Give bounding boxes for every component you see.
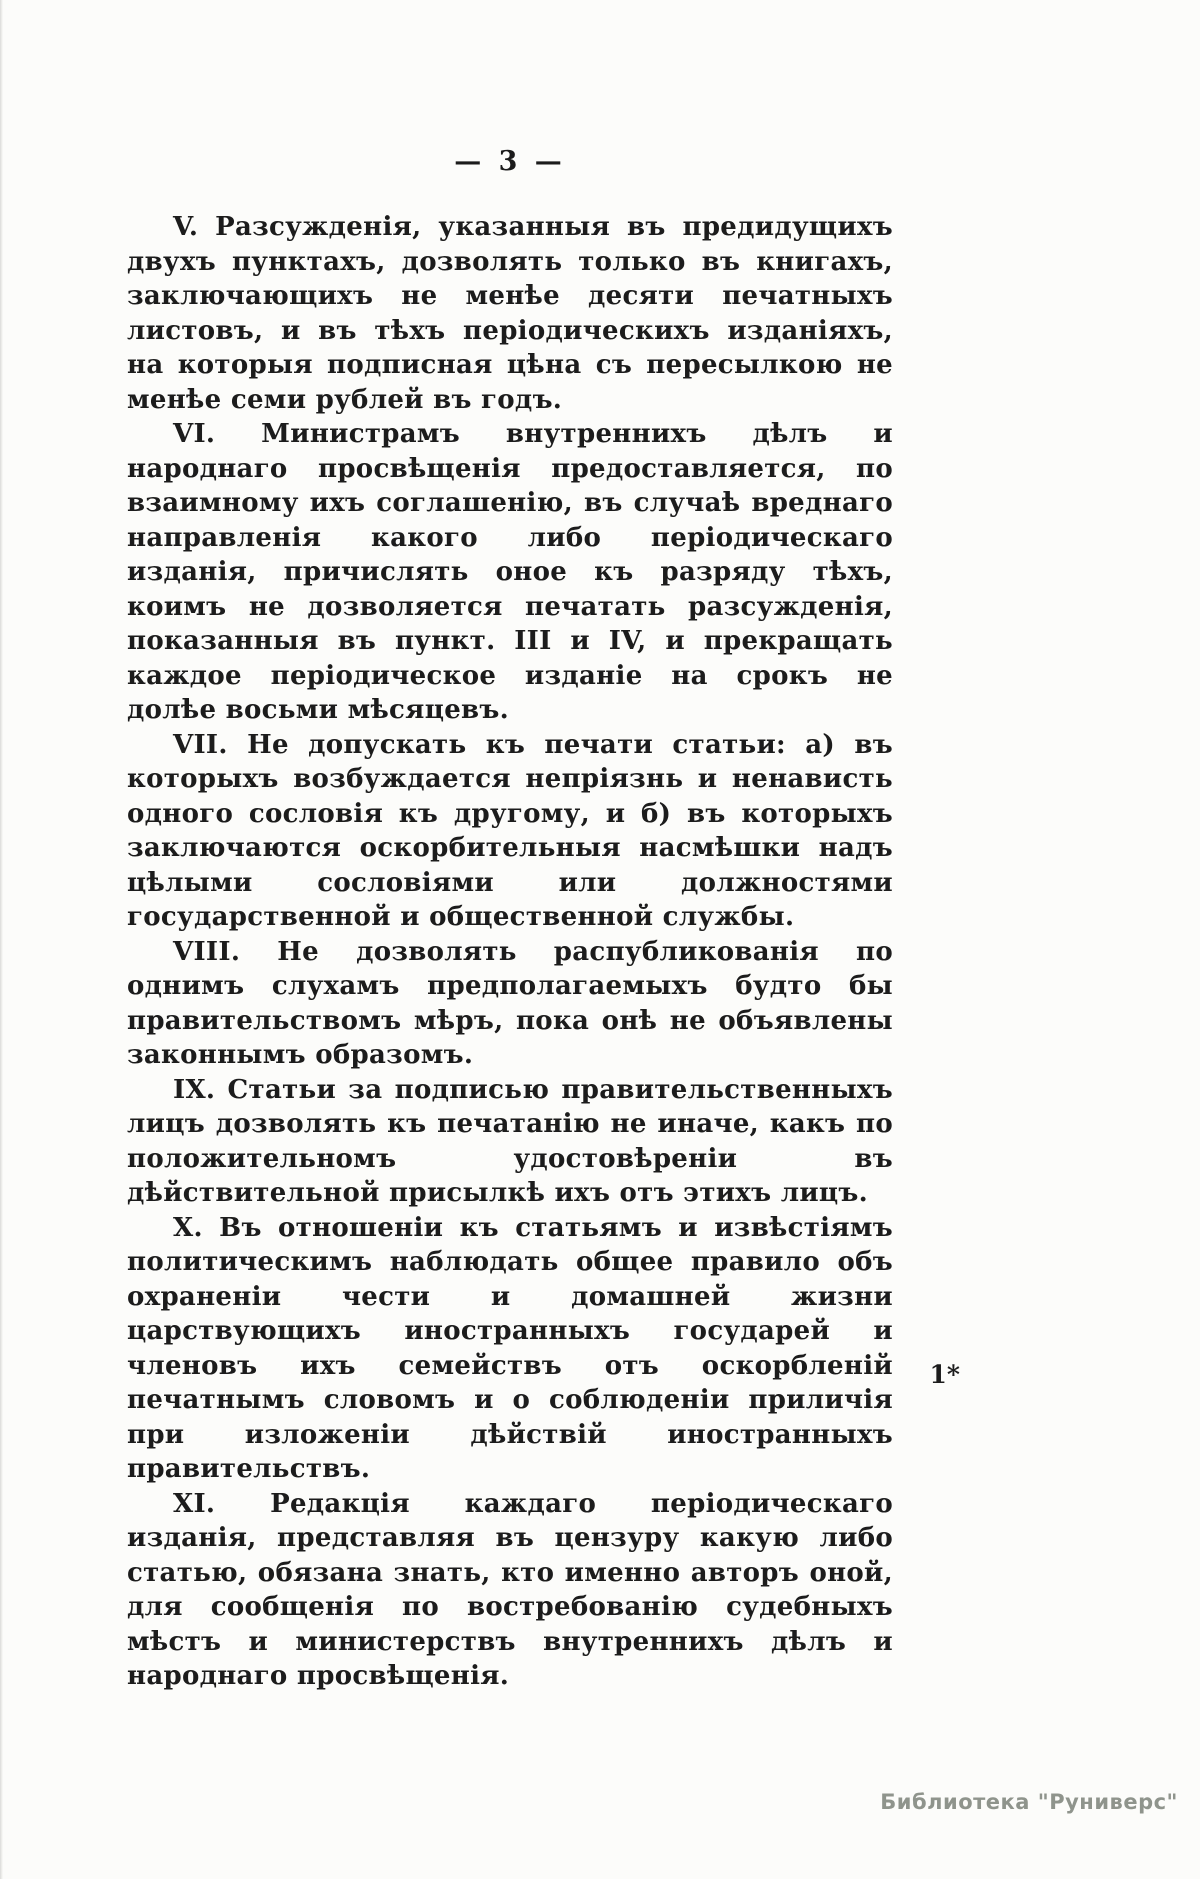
page-number: — 3 — <box>454 146 566 177</box>
paragraph-item-ix: IX. Статьи за подписью правительственныхъ лицъ дозволять къ печатанію не иначе, какъ по положительномъ удостовѣреніи въ дѣйствительной присылкѣ ихъ отъ этихъ лицъ. <box>127 1074 893 1208</box>
paragraph-item-vi: VI. Министрамъ внутреннихъ дѣлъ и народнаго просвѣщенія предоставляется, по взаимному ихъ соглашенію, въ случаѣ вреднаго направленія какого либо періодическаго изданія, причислять оное къ разряду тѣхъ, коимъ не дозволяется печатать разсужденія, показанныя въ пункт. III и IV, и прекращать каждое періодическое изданіе на срокъ не долѣе восьми мѣсяцевъ. <box>127 419 893 725</box>
page-text-block <box>127 210 893 1694</box>
signature-mark: 1* <box>929 1360 960 1389</box>
scan-edge-shadow <box>0 0 3 1879</box>
paragraph-item-x: X. Въ отношеніи къ статьямъ и извѣстіямъ политическимъ наблюдать общее правило объ охраненіи чести и домашней жизни царствующихъ иностранныхъ государей и членовъ ихъ семействъ отъ оскорбленій печатнымъ словомъ и о соблюденіи приличія при изложеніи дѣйствій иностранныхъ правительствъ. <box>127 1212 893 1484</box>
library-watermark: Библиотека "Руниверс" <box>880 1790 1178 1814</box>
paragraph-item-vii: VII. Не допускать къ печати статьи: а) въ которыхъ возбуждается непріязнь и ненависть одного сословія къ другому, и б) въ которыхъ заключаются оскорбительныя насмѣшки надъ цѣлыми сословіями или должностями государственной и общественной службы. <box>127 729 893 932</box>
paragraph-item-viii: VIII. Не дозволять распубликованія по однимъ слухамъ предполагаемыхъ будто бы правительствомъ мѣръ, пока онѣ не объявлены законнымъ образомъ. <box>127 936 893 1070</box>
paragraph-item-xi: XI. Редакція каждаго періодическаго изданія, представляя въ цензуру какую либо статью, обязана знать, кто именно авторъ оной, для сообщенія по востребованію судебныхъ мѣстъ и министерствъ внутреннихъ дѣлъ и народнаго просвѣщенія. <box>127 1488 893 1691</box>
paragraph-item-v: V. Разсужденія, указанныя въ предидущихъ двухъ пунктахъ, дозволять только въ книгахъ, заключающихъ не менѣе десяти печатныхъ листовъ, и въ тѣхъ періодическихъ изданіяхъ, на которыя подписная цѣна съ пересылкою не менѣе семи рублей въ годъ. <box>127 212 893 415</box>
